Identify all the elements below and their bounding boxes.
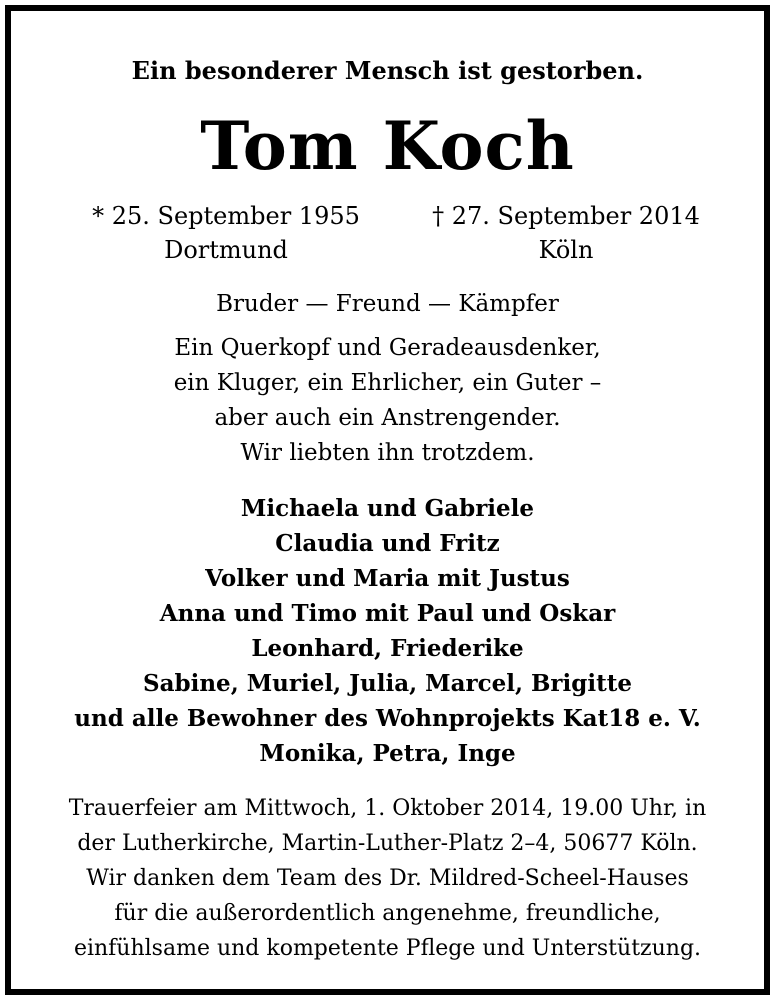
birth-info xyxy=(91,199,361,267)
mourner-entry: Claudia und Fritz xyxy=(275,530,500,557)
service-line: Trauerfeier am Mittwoch, 1. Oktober 2014, 19.00 Uhr, in xyxy=(68,796,707,821)
service-line: einfühlsame und kompetente Pflege und Unterstützung. xyxy=(73,936,702,961)
mourner-entry: Michaela und Gabriele xyxy=(240,495,535,522)
mourner-entry: Leonhard, Friederike xyxy=(251,635,524,662)
service-line: Wir danken dem Team des Dr. Mildred-Scheel-Hauses xyxy=(86,866,689,891)
mourner-entry: Volker und Maria mit Justus xyxy=(205,565,570,592)
mourner-entry: und alle Bewohner des Wohnprojekts Kat18 e. V. xyxy=(74,705,701,732)
mourner-entry: Monika, Petra, Inge xyxy=(259,740,516,767)
obituary-notice xyxy=(5,5,770,995)
deceased-name: Tom Koch xyxy=(200,107,575,185)
poem-line: Wir liebten ihn trotzdem. xyxy=(240,440,535,466)
poem-line: ein Kluger, ein Ehrlicher, ein Guter – xyxy=(173,370,602,396)
service-info xyxy=(11,791,764,966)
service-line: für die außerordentlich angenehme, freundliche, xyxy=(114,901,661,926)
roles-line: Bruder — Freund — Kämpfer xyxy=(216,291,559,317)
mourner-entry: Anna und Timo mit Paul und Oskar xyxy=(159,600,616,627)
death-place: Köln xyxy=(538,236,594,264)
intro-heading: Ein besonderer Mensch ist gestorben. xyxy=(131,56,644,85)
mourners-list xyxy=(11,491,764,771)
poem xyxy=(11,331,764,471)
poem-line: aber auch ein Anstrengender. xyxy=(214,405,561,431)
death-date: † 27. September 2014 xyxy=(432,202,700,230)
death-info xyxy=(431,199,701,267)
birth-place: Dortmund xyxy=(164,236,288,264)
mourner-entry: Sabine, Muriel, Julia, Marcel, Brigitte xyxy=(143,670,632,697)
poem-line: Ein Querkopf und Geradeausdenker, xyxy=(174,335,601,361)
birth-date: * 25. September 1955 xyxy=(92,202,360,230)
service-line: der Lutherkirche, Martin-Luther-Platz 2–4, 50677 Köln. xyxy=(77,831,698,856)
